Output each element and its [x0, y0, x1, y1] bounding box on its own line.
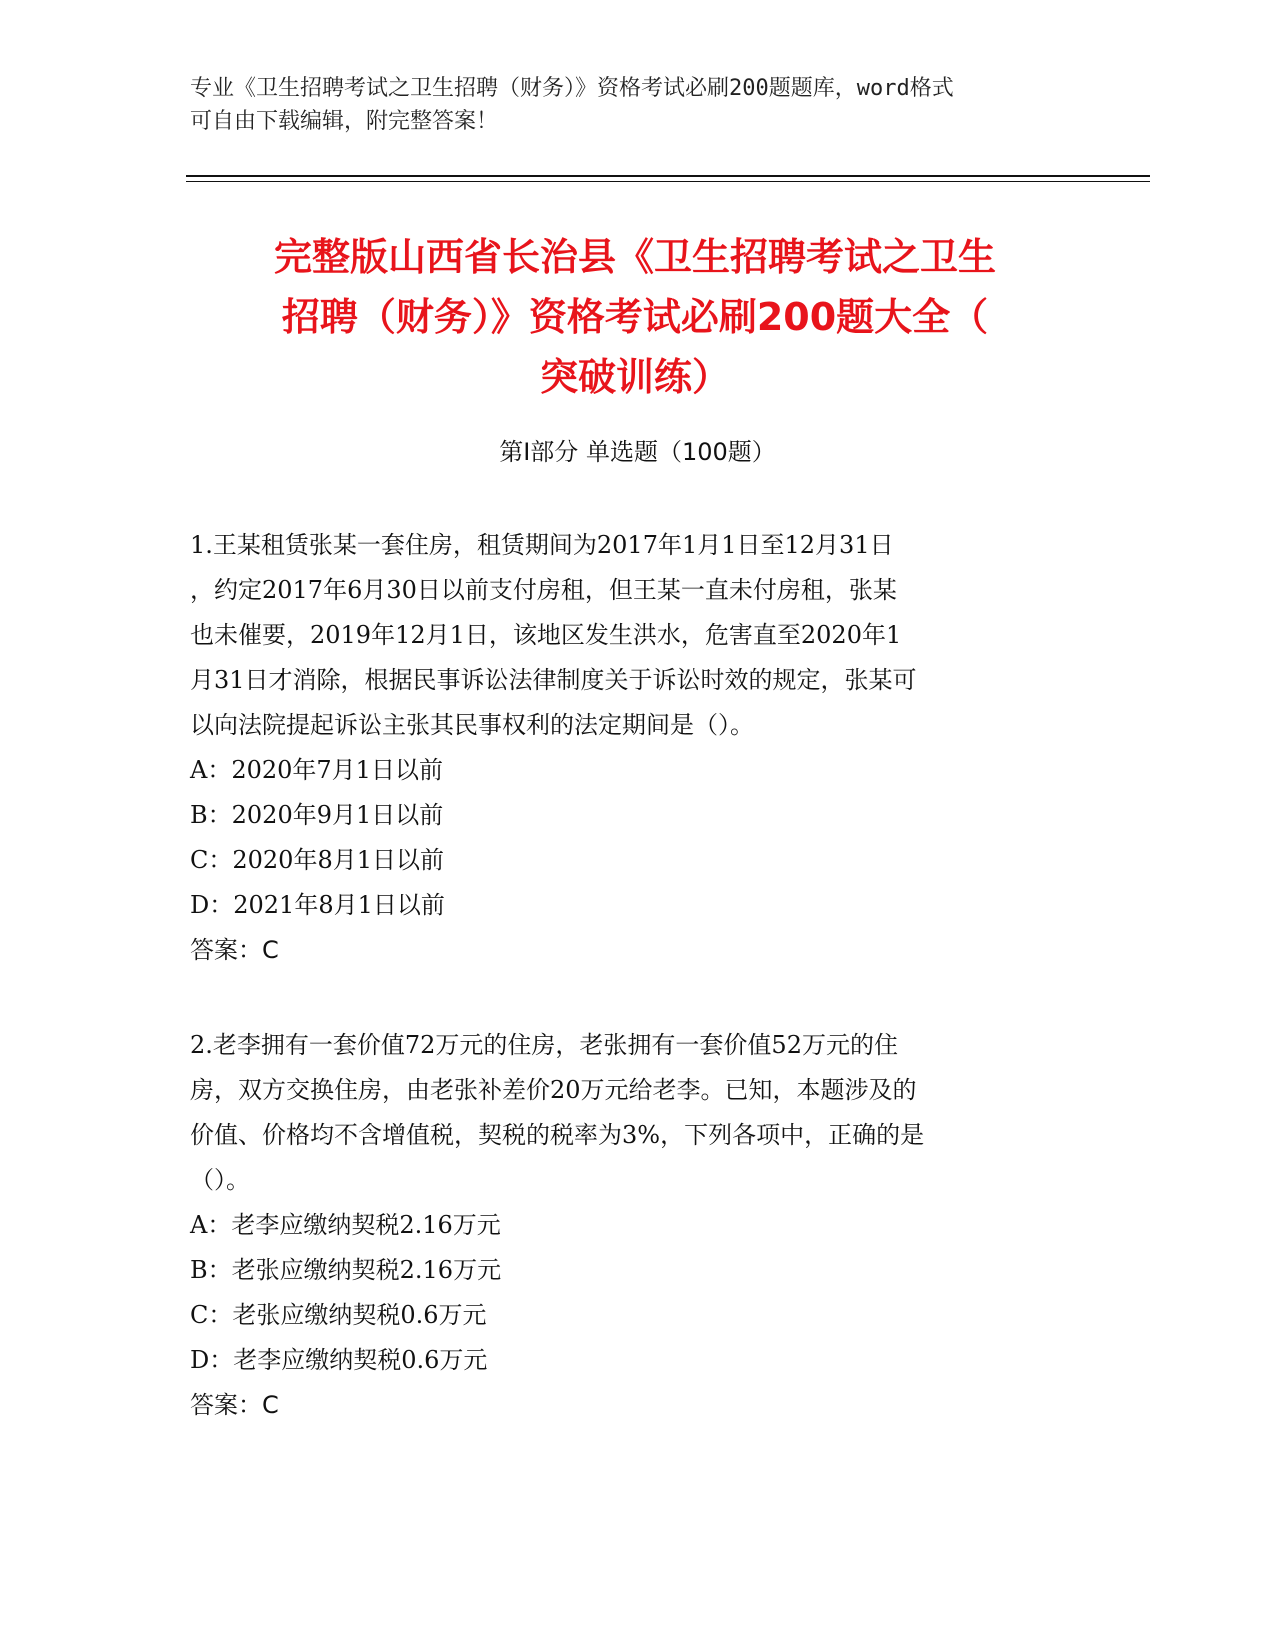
document-title	[190, 227, 1080, 407]
header-note-line: 专业《卫生招聘考试之卫生招聘（财务）》资格考试必刷200题题库，word格式	[190, 76, 954, 101]
header-note-line: 可自由下载编辑，附完整答案！	[190, 109, 499, 134]
question-stem-line: 以向法院提起诉讼主张其民事权利的法定期间是（）。	[190, 711, 754, 739]
option-b: B：2020年9月1日以前	[190, 801, 444, 829]
header-note	[190, 72, 1070, 138]
question-1	[190, 523, 1090, 973]
title-line: 招聘（财务）》资格考试必刷200题大全（	[281, 295, 989, 339]
question-stem-line: 1.王某租赁张某一套住房，租赁期间为2017年1月1日至12月31日	[190, 531, 894, 559]
title-line: 突破训练）	[539, 355, 730, 399]
option-c: C：老张应缴纳契税0.6万元	[190, 1301, 487, 1329]
question-stem-line: ，约定2017年6月30日以前支付房租，但王某一直未付房租，张某	[190, 576, 897, 604]
question-stem-line: 也未催要，2019年12月1日，该地区发生洪水，危害直至2020年1	[190, 621, 902, 649]
option-d: D：老李应缴纳契税0.6万元	[190, 1346, 488, 1374]
question-stem-line: 价值、价格均不含增值税，契税的税率为3%，下列各项中，正确的是	[190, 1121, 925, 1149]
header-divider	[186, 175, 1150, 177]
question-stem-line: 2.老李拥有一套价值72万元的住房，老张拥有一套价值52万元的住	[190, 1031, 898, 1059]
question-stem-line: （）。	[190, 1166, 250, 1194]
title-line: 完整版山西省长治县《卫生招聘考试之卫生	[273, 235, 996, 279]
option-a: A：2020年7月1日以前	[190, 756, 443, 784]
answer-line: 答案：C	[190, 1391, 279, 1419]
question-2	[190, 1023, 1090, 1428]
question-stem-line: 房，双方交换住房，由老张补差价20万元给老李。已知，本题涉及的	[190, 1076, 917, 1104]
header-divider	[186, 181, 1150, 182]
question-stem-line: 月31日才消除，根据民事诉讼法律制度关于诉讼时效的规定，张某可	[190, 666, 917, 694]
option-b: B：老张应缴纳契税2.16万元	[190, 1256, 502, 1284]
answer-line: 答案：C	[190, 936, 279, 964]
option-a: A：老李应缴纳契税2.16万元	[190, 1211, 501, 1239]
section-heading: 第I部分 单选题（100题）	[499, 438, 776, 466]
option-d: D：2021年8月1日以前	[190, 891, 445, 919]
option-c: C：2020年8月1日以前	[190, 846, 444, 874]
